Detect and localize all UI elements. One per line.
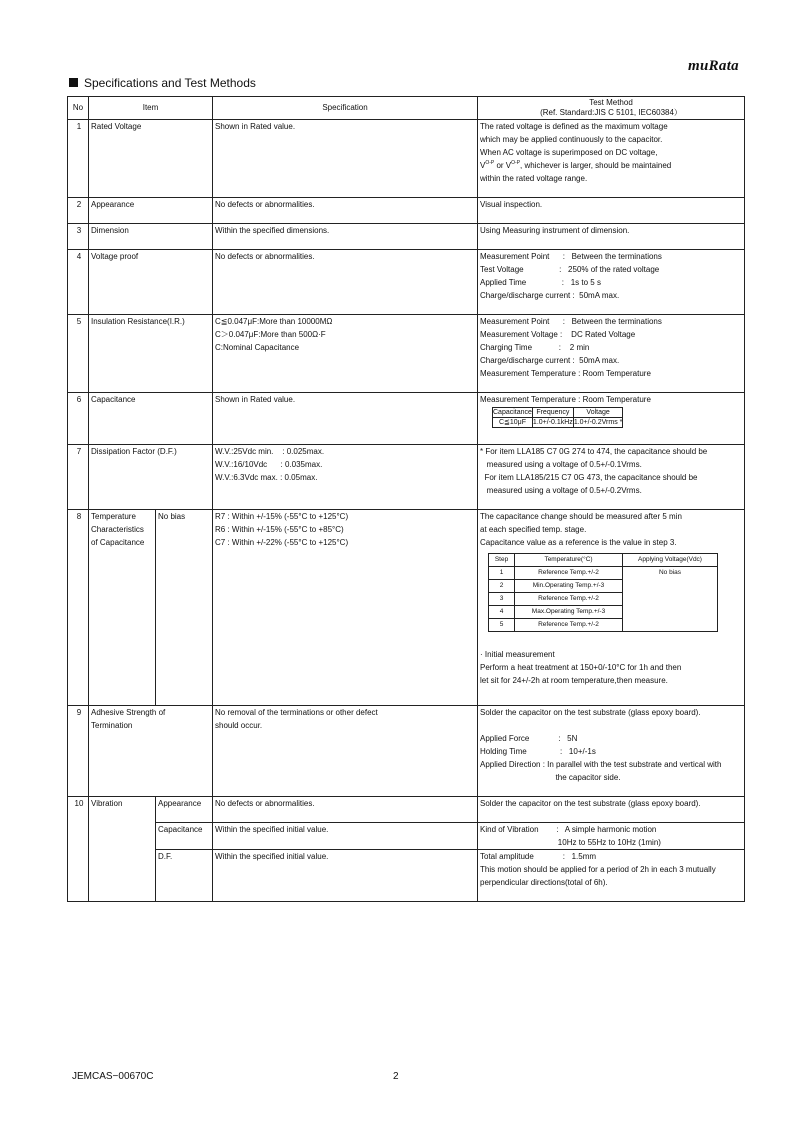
row-spec <box>213 850 478 902</box>
row-number-text: 2 <box>76 200 82 209</box>
header-specification: Specification <box>213 97 478 120</box>
row-test <box>478 315 745 393</box>
test-line: perpendicular directions(total of 6h). <box>480 878 608 887</box>
row-number-text: 8 <box>76 512 82 521</box>
page-number: 2 <box>393 1071 399 1082</box>
murata-logo: muRata <box>688 58 739 74</box>
row-spec <box>213 393 478 445</box>
test-line: Visual inspection. <box>480 200 543 209</box>
item-text: Dimension <box>91 226 129 235</box>
row-number <box>68 198 89 224</box>
spec-text: Shown in Rated value. <box>215 395 296 404</box>
row-spec <box>213 224 478 250</box>
spec-text: Shown in Rated value. <box>215 122 296 131</box>
test-line: * For item LLA185 C7 0G 274 to 474, the capacitance should be <box>480 447 708 456</box>
item-line: Characteristics <box>91 525 144 534</box>
spec-line: W.V.:25Vdc min. : 0.025max. <box>215 447 325 456</box>
spec-line: R6 : Within +/-15% (-55°C to +85°C) <box>215 525 344 534</box>
test-line: Measurement Point : Between the terminations <box>480 252 662 261</box>
step-temp: Reference Temp.+/-2 <box>515 619 623 632</box>
v-symbol: V <box>480 161 486 170</box>
row-subitem <box>156 850 213 902</box>
test-line: Applied Force : 5N <box>480 734 578 743</box>
row-spec <box>213 510 478 706</box>
test-line: When AC voltage is superimposed on DC voltage, <box>480 148 658 157</box>
row-test <box>478 250 745 315</box>
row-spec <box>213 250 478 315</box>
superscript: O-P <box>511 160 521 166</box>
table-row <box>68 393 745 445</box>
item-line: Adhesive Strength of <box>91 708 166 717</box>
test-line: let sit for 24+/-2h at room temperature,then measure. <box>480 676 668 685</box>
test-line: 10Hz to 55Hz to 10Hz (1min) <box>480 838 661 847</box>
row-number <box>68 250 89 315</box>
item-text: Appearance <box>91 200 135 209</box>
header-test-method <box>478 97 745 120</box>
spec-line: C≦0.047μF:More than 10000MΩ <box>215 317 333 326</box>
step-row <box>489 567 718 580</box>
row-spec <box>213 120 478 198</box>
row-spec <box>213 797 478 823</box>
row-number <box>68 393 89 445</box>
row-number-text: 1 <box>76 122 82 131</box>
item-line: Temperature <box>91 512 136 521</box>
item-text: Dissipation Factor (D.F.) <box>91 447 177 456</box>
row-number-text: 3 <box>76 226 82 235</box>
spec-text: Within the specified initial value. <box>215 852 329 861</box>
row-number-text: 9 <box>76 708 82 717</box>
step-voltage: No bias <box>623 567 718 632</box>
test-line: Test Voltage : 250% of the rated voltage <box>480 265 660 274</box>
table-row <box>68 850 745 902</box>
row-spec <box>213 823 478 850</box>
test-line: Measurement Temperature : Room Temperature <box>480 395 651 404</box>
table-header-row <box>68 97 745 120</box>
row-subitem <box>156 823 213 850</box>
mini-cell: C≦10μF <box>493 418 533 428</box>
spec-line: R7 : Within +/-15% (-55°C to +125°C) <box>215 512 349 521</box>
step-number: 5 <box>489 619 515 632</box>
test-line: Measurement Point : Between the terminations <box>480 317 662 326</box>
row-number <box>68 706 89 797</box>
step-header-row <box>489 554 718 567</box>
test-line: This motion should be applied for a period of 2h in each 3 mutually <box>480 865 716 874</box>
row-test <box>478 823 745 850</box>
spec-line: No removal of the terminations or other defect <box>215 708 378 717</box>
row-test <box>478 510 745 706</box>
test-line: Measurement Voltage : DC Rated Voltage <box>480 330 636 339</box>
step-header: Step <box>489 554 515 567</box>
spec-text: Within the specified dimensions. <box>215 226 330 235</box>
row-test <box>478 850 745 902</box>
row-item <box>89 393 213 445</box>
spec-line: W.V.:16/10Vdc : 0.035max. <box>215 460 323 469</box>
spec-line: C＞0.047μF:More than 500Ω·F <box>215 330 326 339</box>
spec-table <box>67 96 745 902</box>
table-row <box>68 120 745 198</box>
test-line: measured using a voltage of 0.5+/-0.2Vrms. <box>480 486 642 495</box>
test-line: Applied Time : 1s to 5 s <box>480 278 601 287</box>
mini-header: Voltage <box>573 408 623 418</box>
row-subitem <box>156 797 213 823</box>
test-line: Charge/discharge current : 50mA max. <box>480 291 620 300</box>
row-test <box>478 198 745 224</box>
row-number <box>68 445 89 510</box>
test-line: Total amplitude : 1.5mm <box>480 852 597 861</box>
subitem-text: Capacitance <box>158 825 203 834</box>
item-text: Insulation Resistance(I.R.) <box>91 317 185 326</box>
step-number: 2 <box>489 580 515 593</box>
test-text: , whichever is larger, should be maintained <box>520 161 672 170</box>
header-item: Item <box>89 97 213 120</box>
test-line: Capacitance value as a reference is the value in step 3. <box>480 538 677 547</box>
test-line: The rated voltage is defined as the maximum voltage <box>480 122 668 131</box>
test-line: Holding Time : 10+/-1s <box>480 747 596 756</box>
table-row <box>68 315 745 393</box>
spec-line: W.V.:6.3Vdc max. : 0.05max. <box>215 473 318 482</box>
row-spec <box>213 198 478 224</box>
spec-line: should occur. <box>215 721 263 730</box>
section-heading-text: Specifications and Test Methods <box>84 76 256 90</box>
test-line: which may be applied continuously to the capacitor. <box>480 135 663 144</box>
test-line: measured using a voltage of 0.5+/-0.1Vrms. <box>480 460 642 469</box>
capacitance-conditions-table <box>492 407 623 428</box>
table-row <box>68 198 745 224</box>
test-line: Solder the capacitor on the test substrate (glass epoxy board). <box>480 799 701 808</box>
step-number: 4 <box>489 606 515 619</box>
or-v: or V <box>494 161 512 170</box>
test-line <box>478 159 744 172</box>
item-text: Voltage proof <box>91 252 139 261</box>
test-line: Using Measuring instrument of dimension. <box>480 226 630 235</box>
row-test <box>478 706 745 797</box>
row-number <box>68 315 89 393</box>
table-row <box>68 706 745 797</box>
step-number: 1 <box>489 567 515 580</box>
test-line <box>478 719 744 732</box>
header-test-method-line1: Test Method <box>589 98 633 107</box>
row-item <box>89 797 156 902</box>
spec-line: C:Nominal Capacitance <box>215 343 300 352</box>
row-spec <box>213 706 478 797</box>
header-no: No <box>68 97 89 120</box>
row-number <box>68 510 89 706</box>
document-id: JEMCAS−00670C <box>72 1071 154 1082</box>
square-bullet-icon <box>69 78 78 87</box>
test-line: Measurement Temperature : Room Temperature <box>480 369 651 378</box>
row-item <box>89 120 213 198</box>
spec-text: Within the specified initial value. <box>215 825 329 834</box>
table-row <box>68 445 745 510</box>
item-text: Capacitance <box>91 395 136 404</box>
step-temp: Reference Temp.+/-2 <box>515 593 623 606</box>
test-line: Kind of Vibration : A simple harmonic motion <box>480 825 657 834</box>
row-number-text: 6 <box>76 395 82 404</box>
item-line: Termination <box>91 721 133 730</box>
row-number-text: 5 <box>76 317 82 326</box>
test-line: within the rated voltage range. <box>480 174 588 183</box>
test-line: For item LLA185/215 C7 0G 473, the capacitance should be <box>480 473 698 482</box>
row-item <box>89 315 213 393</box>
test-line: Applied Direction : In parallel with the test substrate and vertical with <box>480 760 722 769</box>
item-text: Vibration <box>91 799 123 808</box>
mini-row <box>493 418 623 428</box>
test-line: Solder the capacitor on the test substrate (glass epoxy board). <box>480 708 701 717</box>
table-row <box>68 823 745 850</box>
item-line: of Capacitance <box>91 538 145 547</box>
mini-header: Capacitance <box>493 409 532 416</box>
row-item <box>89 706 213 797</box>
spec-text: No defects or abnormalities. <box>215 799 315 808</box>
step-temp: Min.Operating Temp.+/-3 <box>515 580 623 593</box>
table-row <box>68 224 745 250</box>
row-number-text: 10 <box>74 799 84 808</box>
test-line: the capacitor side. <box>480 773 621 782</box>
row-number <box>68 797 89 902</box>
row-subitem <box>156 510 213 706</box>
mini-cell: 1.0+/-0.1kHz <box>532 419 573 426</box>
step-header: Applying Voltage(Vdc) <box>623 554 718 567</box>
test-line: The capacitance change should be measured after 5 min <box>480 512 682 521</box>
row-item <box>89 198 213 224</box>
table-row <box>68 250 745 315</box>
row-number-text: 7 <box>76 447 82 456</box>
row-number-text: 4 <box>76 252 82 261</box>
row-test <box>478 224 745 250</box>
test-line: · Initial measurement <box>480 650 555 659</box>
subitem-text: Appearance <box>158 799 202 808</box>
item-text: Rated Voltage <box>91 122 142 131</box>
spec-line: C7 : Within +/-22% (-55°C to +125°C) <box>215 538 349 547</box>
spec-text: No defects or abnormalities. <box>215 200 315 209</box>
mini-header-row <box>493 408 623 418</box>
row-test <box>478 445 745 510</box>
superscript: O-P <box>485 160 495 166</box>
row-item <box>89 250 213 315</box>
test-line: Charge/discharge current : 50mA max. <box>480 356 620 365</box>
row-spec <box>213 315 478 393</box>
temperature-step-table <box>488 553 718 632</box>
section-heading <box>69 76 256 90</box>
row-spec <box>213 445 478 510</box>
mini-cell: 1.0+/-0.2Vrms * <box>573 419 623 426</box>
row-number <box>68 224 89 250</box>
header-test-method-line2: (Ref. Standard:JIS C 5101, IEC60384） <box>540 108 682 117</box>
row-test <box>478 797 745 823</box>
test-line: at each specified temp. stage. <box>480 525 587 534</box>
step-number: 3 <box>489 593 515 606</box>
step-header: Temperature(°C) <box>515 554 623 567</box>
row-test <box>478 120 745 198</box>
row-number <box>68 120 89 198</box>
test-line: Perform a heat treatment at 150+0/-10°C for 1h and then <box>480 663 682 672</box>
row-item <box>89 445 213 510</box>
table-row <box>68 797 745 823</box>
row-test <box>478 393 745 445</box>
row-item <box>89 510 156 706</box>
table-row <box>68 510 745 706</box>
test-line: Charging Time : 2 min <box>480 343 590 352</box>
spec-text: No defects or abnormalities. <box>215 252 315 261</box>
step-temp: Max.Operating Temp.+/-3 <box>515 606 623 619</box>
subitem-text: No bias <box>158 512 186 521</box>
subitem-text: D.F. <box>158 852 173 861</box>
step-temp: Reference Temp.+/-2 <box>515 567 623 580</box>
mini-header: Frequency <box>532 408 573 418</box>
row-item <box>89 224 213 250</box>
